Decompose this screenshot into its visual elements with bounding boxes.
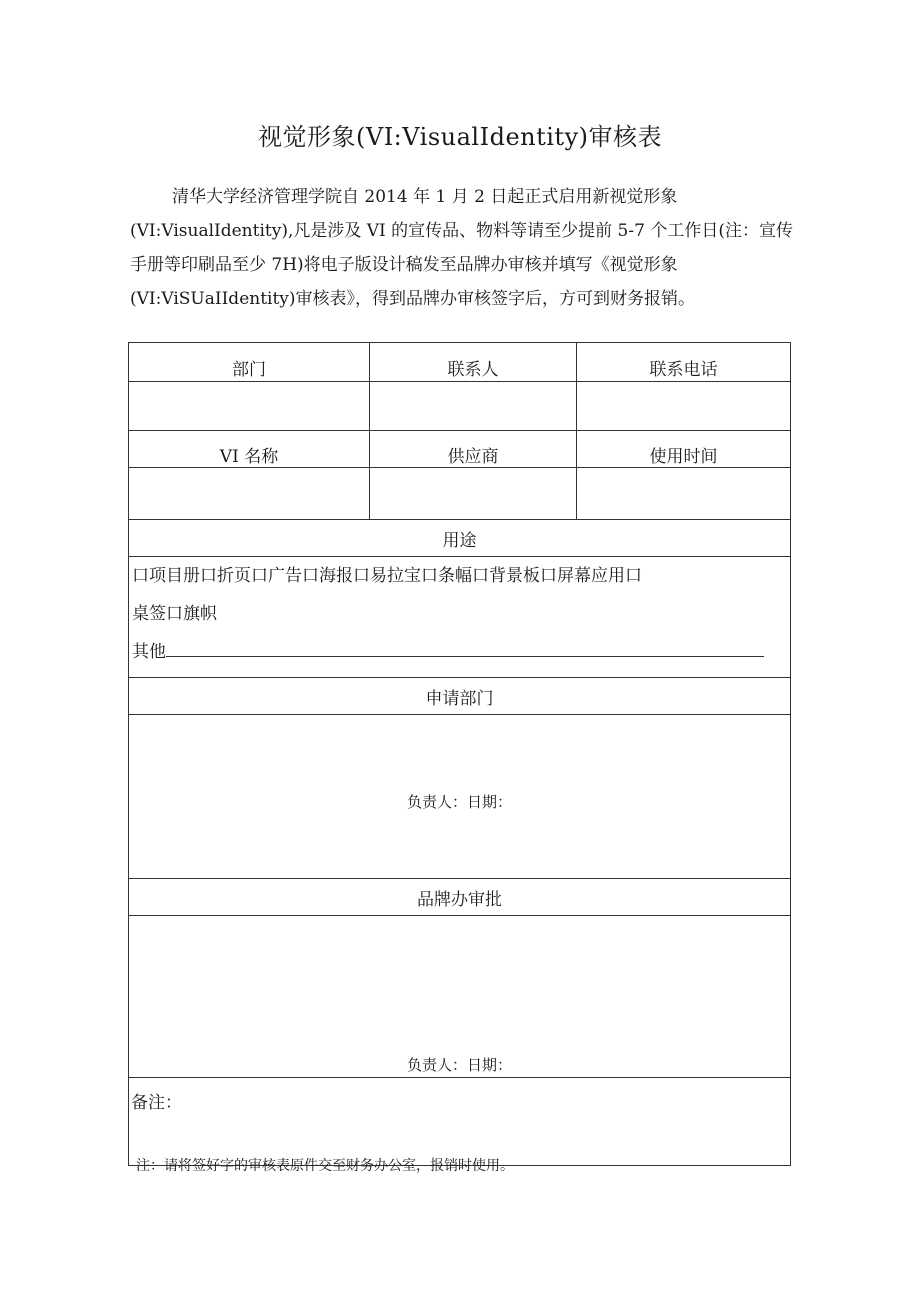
usage-options-row	[129, 557, 791, 678]
usage-checkbox-line-1[interactable]: 口项目册口折页口广告口海报口易拉宝口条幅口背景板口屏幕应用口	[132, 566, 642, 586]
applicant-department-title: 申请部门	[129, 678, 791, 715]
remark-area[interactable]	[129, 1078, 791, 1166]
intro-line-3: 手册等印刷品至少 7H)将电子版设计稿发至品牌办审核并填写《视觉形象	[130, 255, 678, 275]
remark-row	[129, 1078, 791, 1166]
usage-time-field[interactable]	[577, 468, 791, 520]
input-row-1	[129, 382, 791, 431]
remark-label: 备注：	[131, 1093, 182, 1113]
brand-sign-row	[129, 916, 791, 1078]
applicant-title-row	[129, 678, 791, 715]
usage-time-header: 使用时间	[577, 431, 791, 468]
usage-other-line	[132, 633, 786, 671]
brand-sign-area[interactable]	[129, 916, 791, 1078]
other-input-line[interactable]	[166, 642, 764, 657]
vi-name-header: VI 名称	[129, 431, 370, 468]
usage-title-row	[129, 520, 791, 557]
department-field[interactable]	[129, 382, 370, 431]
footnote: 注：请将签好字的审核表原件交至财务办公室，报销时使用。	[136, 1158, 514, 1174]
brand-signature-label: 负责人：日期：	[407, 1056, 513, 1074]
intro-line-1: 清华大学经济管理学院自 2014 年 1 月 2 日起正式启用新视觉形象	[172, 187, 678, 207]
usage-options	[129, 557, 791, 678]
usage-checkbox-line-2[interactable]: 桌签口旗帜	[132, 604, 217, 624]
contact-person-header: 联系人	[370, 343, 577, 382]
intro-paragraph	[130, 180, 792, 316]
usage-title: 用途	[129, 520, 791, 557]
input-row-2	[129, 468, 791, 520]
department-header: 部门	[129, 343, 370, 382]
supplier-header: 供应商	[370, 431, 577, 468]
intro-line-2: (VI:VisualIdentity),凡是涉及 VI 的宣传品、物料等请至少提前 5-7 个工作日(注：宣传	[130, 221, 793, 241]
brand-office-approval-title: 品牌办审批	[129, 879, 791, 916]
review-form-table	[128, 342, 791, 1166]
header-row-1	[129, 343, 791, 382]
supplier-field[interactable]	[370, 468, 577, 520]
applicant-signature-label: 负责人：日期：	[407, 793, 513, 811]
contact-person-field[interactable]	[370, 382, 577, 431]
other-label: 其他	[132, 642, 166, 662]
applicant-sign-area[interactable]	[129, 715, 791, 879]
vi-name-field[interactable]	[129, 468, 370, 520]
applicant-sign-row	[129, 715, 791, 879]
contact-phone-header: 联系电话	[577, 343, 791, 382]
brand-title-row	[129, 879, 791, 916]
page-title: 视觉形象(VI:VisualIdentity)审核表	[258, 123, 662, 151]
contact-phone-field[interactable]	[577, 382, 791, 431]
intro-line-4: (VI:ViSUaIIdentity)审核表》，得到品牌办审核签字后，方可到财务报销。	[130, 289, 696, 309]
header-row-2	[129, 431, 791, 468]
